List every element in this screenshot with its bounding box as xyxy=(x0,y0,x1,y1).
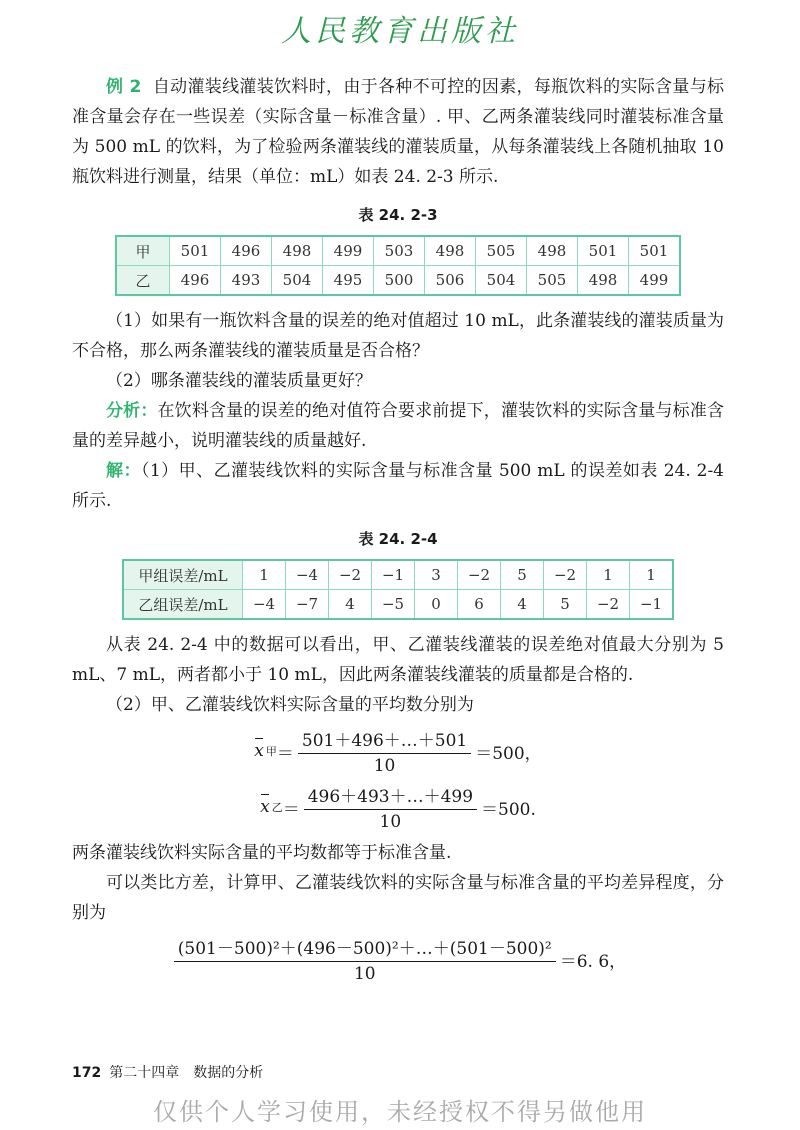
table-cell: 4 xyxy=(501,590,544,620)
analysis-paragraph xyxy=(72,396,724,456)
mean-symbol: x xyxy=(254,741,264,761)
table-cell: 5 xyxy=(501,560,544,590)
table-cell: 493 xyxy=(221,266,272,296)
solution-text: （1）甲、乙灌装线饮料的实际含量与标准含量 500 mL 的误差如表 24. 2-4 所示. xyxy=(72,461,724,511)
solution-paragraph xyxy=(72,456,724,516)
table-cell: −2 xyxy=(329,560,372,590)
table-cell: 1 xyxy=(587,560,630,590)
example-text: 自动灌装线灌装饮料时，由于各种不可控的因素，每瓶饮料的实际含量与标准含量会存在一些误差（实际含量－标准含量）. 甲、乙两条灌装线同时灌装标准含量为 500 mL 的饮料，为了检验两条灌装线的灌装质量，从每条灌装线上各随机抽取 10 瓶饮料进行测量，结果（单位：mL）如表 24. 2-3 所示. xyxy=(72,77,725,187)
fraction xyxy=(298,726,471,776)
conclusion-paragraph: 从表 24. 2-4 中的数据可以看出，甲、乙灌装线灌装的误差绝对值最大分别为 5 mL、7 mL，两者都小于 10 mL，因此两条灌装线灌装的质量都是合格的. xyxy=(72,635,724,685)
example-label: 例 2 xyxy=(106,77,142,97)
denominator: 10 xyxy=(353,964,376,984)
table-cell: 501 xyxy=(629,236,681,266)
mean-formula-yi: x 乙 ＝ $\frac{496+493+\dots+499}{10}$ ＝500. xyxy=(72,782,724,832)
table-row xyxy=(123,560,673,590)
table2-caption: 表 24. 2-4 xyxy=(358,530,438,548)
numerator: 501＋496＋…＋501 xyxy=(298,726,471,754)
example-paragraph xyxy=(72,72,724,192)
row-header: 乙组误差/mL xyxy=(123,590,243,620)
table-cell: −4 xyxy=(286,560,329,590)
table-row xyxy=(116,266,680,296)
table-cell: −1 xyxy=(630,590,674,620)
denominator: 10 xyxy=(379,812,402,832)
analysis-text: 在饮料含量的误差的绝对值符合要求前提下，灌装饮料的实际含量与标准含量的差异越小，说明灌装线的质量越好. xyxy=(72,401,724,451)
table-cell: 501 xyxy=(578,236,629,266)
table-cell: 6 xyxy=(458,590,501,620)
publisher-logo: 人民教育出版社 xyxy=(281,14,519,49)
page-number: 172 xyxy=(72,1065,102,1081)
chapter-title: 第二十四章 数据的分析 xyxy=(109,1065,264,1081)
mean-subscript: 乙 xyxy=(271,801,283,814)
main-content xyxy=(72,72,724,990)
table-cell: 5 xyxy=(544,590,587,620)
fraction xyxy=(174,934,556,984)
row-header: 甲组误差/mL xyxy=(123,560,243,590)
analysis-label: 分析： xyxy=(106,401,158,421)
table-row xyxy=(123,590,673,620)
mean-symbol: x xyxy=(260,797,270,817)
mean-intro: （2）甲、乙灌装线饮料实际含量的平均数分别为 xyxy=(106,695,474,715)
table-cell: −5 xyxy=(372,590,415,620)
table-cell: −2 xyxy=(458,560,501,590)
mean-subscript: 甲 xyxy=(265,745,277,758)
table-cell: −4 xyxy=(243,590,286,620)
table1-caption: 表 24. 2-3 xyxy=(358,206,438,224)
table-cell: 500 xyxy=(374,266,425,296)
table-cell: −2 xyxy=(544,560,587,590)
formula-result: ＝500， xyxy=(475,743,542,764)
table-cell: 501 xyxy=(170,236,221,266)
table-cell: −7 xyxy=(286,590,329,620)
mean-formula-jia: x 甲 ＝ $\frac{501+496+\dots+501}{10}$ ＝500， xyxy=(72,726,724,776)
variance-intro: 可以类比方差，计算甲、乙灌装线饮料的实际含量与标准含量的平均差异程度，分别为 xyxy=(72,873,724,923)
table-cell: 504 xyxy=(476,266,527,296)
table-cell: 1 xyxy=(630,560,674,590)
table-cell: 499 xyxy=(629,266,681,296)
denominator: 10 xyxy=(373,756,396,776)
formula-result: ＝500. xyxy=(481,799,536,820)
table-cell: −1 xyxy=(372,560,415,590)
table-cell: 4 xyxy=(329,590,372,620)
table-cell: 496 xyxy=(221,236,272,266)
table-cell: 498 xyxy=(578,266,629,296)
table-24-2-3 xyxy=(115,235,681,296)
table-cell: 504 xyxy=(272,266,323,296)
table-row xyxy=(116,236,680,266)
table-cell: 506 xyxy=(425,266,476,296)
table-cell: 498 xyxy=(425,236,476,266)
table-cell: 3 xyxy=(415,560,458,590)
table-cell: 1 xyxy=(243,560,286,590)
table-cell: 505 xyxy=(476,236,527,266)
table-cell: 498 xyxy=(272,236,323,266)
fraction xyxy=(304,782,477,832)
page-footer xyxy=(72,1062,263,1082)
question-1: （1）如果有一瓶饮料含量的误差的绝对值超过 10 mL，此条灌装线的灌装质量为不合格，那么两条灌装线的灌装质量是否合格？ xyxy=(72,311,724,361)
question-2: （2）哪条灌装线的灌装质量更好？ xyxy=(106,371,372,391)
variance-formula xyxy=(72,934,724,984)
numerator: (501－500)²＋(496－500)²＋…＋(501－500)² xyxy=(174,934,556,962)
table-cell: 0 xyxy=(415,590,458,620)
watermark: 仅供个人学习使用，未经授权不得另做他用 xyxy=(153,1098,647,1126)
table-cell: 495 xyxy=(323,266,374,296)
mean-conclusion: 两条灌装线饮料实际含量的平均数都等于标准含量. xyxy=(72,843,452,863)
numerator: 496＋493＋…＋499 xyxy=(304,782,477,810)
table-cell: −2 xyxy=(587,590,630,620)
table-cell: 496 xyxy=(170,266,221,296)
table-24-2-4 xyxy=(122,559,674,620)
row-header: 甲 xyxy=(116,236,170,266)
table-cell: 498 xyxy=(527,236,578,266)
solution-label: 解： xyxy=(106,461,141,481)
table-cell: 499 xyxy=(323,236,374,266)
table-cell: 503 xyxy=(374,236,425,266)
row-header: 乙 xyxy=(116,266,170,296)
formula-result: ＝6. 6， xyxy=(559,951,627,972)
table-cell: 505 xyxy=(527,266,578,296)
